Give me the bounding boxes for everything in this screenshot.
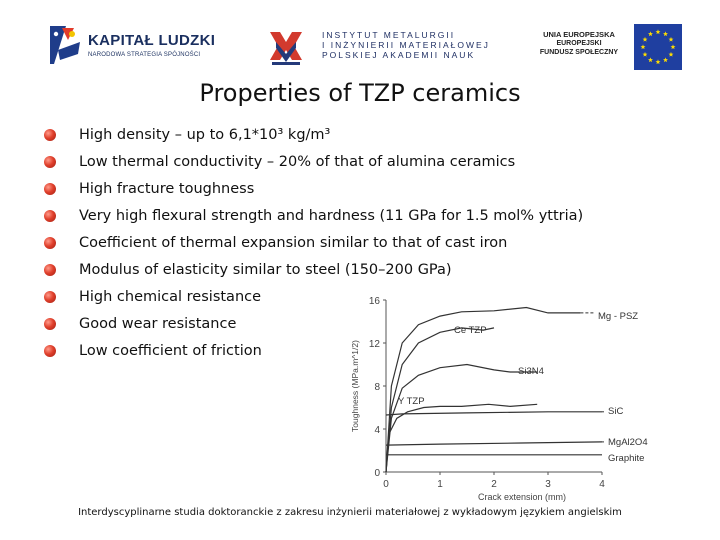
kapital-ludzki-emblem-icon <box>44 20 82 70</box>
property-item <box>44 151 583 178</box>
bullet-icon <box>44 318 56 330</box>
x-tick-label: 0 <box>383 479 389 490</box>
kapital-ludzki-subtitle: NARODOWA STRATEGIA SPÓJNOŚCI <box>88 52 201 58</box>
property-item <box>44 178 583 205</box>
series-line <box>386 404 537 472</box>
y-tick-label: 4 <box>374 425 380 436</box>
property-item <box>44 259 583 286</box>
bullet-icon <box>44 183 56 195</box>
bullet-icon <box>44 237 56 249</box>
x-tick-label: 1 <box>437 479 443 490</box>
series-label: Y TZP <box>398 396 425 407</box>
property-text: High fracture toughness <box>79 181 255 197</box>
property-text: Low thermal conductivity – 20% of that of alumina ceramics <box>79 154 516 170</box>
bullet-icon <box>44 129 56 141</box>
kapital-ludzki-title: KAPITAŁ LUDZKI <box>88 32 216 49</box>
kapital-ludzki-logo <box>44 20 214 72</box>
footer <box>0 507 720 518</box>
slide-title: Properties of TZP ceramics <box>199 79 521 107</box>
eu-flag-icon <box>634 24 682 70</box>
toughness-chart <box>346 290 666 508</box>
y-tick-label: 8 <box>374 382 380 393</box>
series-line <box>386 442 602 445</box>
property-text: Coefficient of thermal expansion similar to that of cast iron <box>79 235 508 251</box>
series-label: Si3N4 <box>518 366 544 377</box>
x-tick-label: 3 <box>545 479 551 490</box>
series-line <box>386 365 537 473</box>
x-tick-label: 2 <box>491 479 497 490</box>
bullet-icon <box>44 156 56 168</box>
institute-emblem-icon <box>268 28 304 68</box>
series-label: SiC <box>608 406 624 417</box>
eu-line-2: EUROPEJSKI <box>556 40 602 47</box>
institute-line-2: I INŻYNIERII MATERIAŁOWEJ <box>322 40 490 50</box>
footer-text: Interdyscyplinarne studia doktoranckie z zakresu inżynierii materiałowej z wykładowym językiem angielskim <box>78 507 622 518</box>
series-label: Ce TZP <box>454 325 487 336</box>
institute-line-1: INSTYTUT METALURGII <box>322 30 456 40</box>
property-text: High density – up to 6,1*10³ kg/m³ <box>79 127 331 143</box>
property-text: Modulus of elasticity similar to steel (150–200 GPa) <box>79 262 452 278</box>
institute-line-3: POLSKIEJ AKADEMII NAUK <box>322 50 476 60</box>
y-tick-label: 16 <box>368 296 380 307</box>
y-tick-label: 12 <box>368 339 380 350</box>
bullet-icon <box>44 264 56 276</box>
x-tick-label: 4 <box>599 479 605 490</box>
property-text: Very high flexural strength and hardness (11 GPa for 1.5 mol% yttria) <box>79 208 584 224</box>
x-axis-label: Crack extension (mm) <box>477 492 567 502</box>
y-tick-label: 0 <box>374 468 380 479</box>
series-line <box>386 412 602 415</box>
property-item <box>44 232 583 259</box>
y-axis-label: Toughness (MPa.m^1/2) <box>350 340 360 432</box>
eu-logo <box>530 22 682 70</box>
property-item <box>44 124 583 151</box>
eu-line-3: FUNDUSZ SPOŁECZNY <box>539 49 619 56</box>
institute-name <box>322 30 490 60</box>
bullet-icon <box>44 291 56 303</box>
property-text: High chemical resistance <box>79 289 262 305</box>
series-label: Mg - PSZ <box>598 311 639 322</box>
eu-logo-text <box>530 30 628 57</box>
series-label: MgAl2O4 <box>608 437 648 448</box>
property-text: Low coefficient of friction <box>79 343 262 359</box>
property-item <box>44 205 583 232</box>
bullet-icon <box>44 210 56 222</box>
institute-logo <box>268 24 490 74</box>
eu-line-1: UNIA EUROPEJSKA <box>543 30 615 39</box>
series-label: Graphite <box>608 453 645 464</box>
bullet-icon <box>44 345 56 357</box>
property-text: Good wear resistance <box>79 316 237 332</box>
